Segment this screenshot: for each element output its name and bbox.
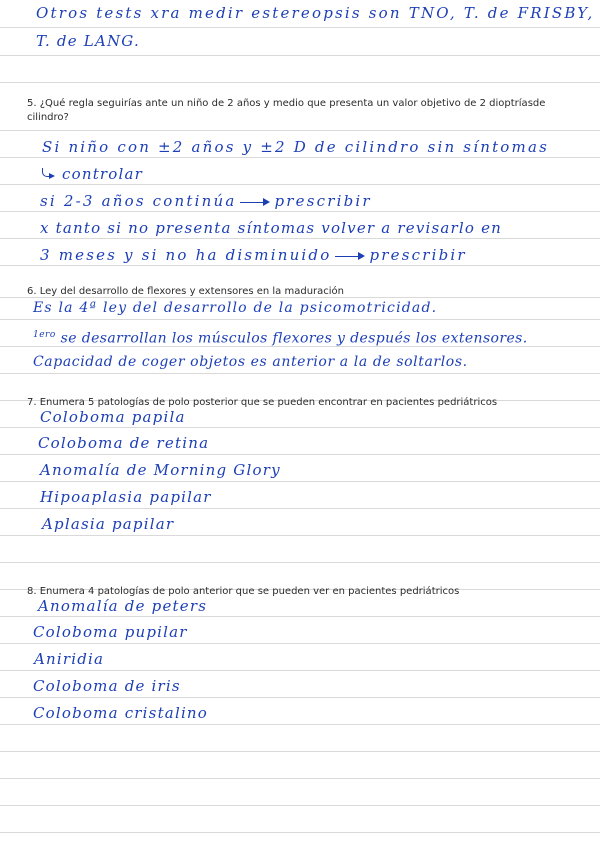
answer-5-line-5-text: 3 meses y si no ha disminuido: [40, 246, 332, 264]
answer-7-item: Anomalía de Morning Glory: [40, 461, 281, 479]
question-6: 6. Ley del desarrollo de flexores y extensores en la maduración: [27, 286, 345, 297]
answer-6-line-3: Capacidad de coger objetos es anterior a la de soltarlos.: [33, 354, 468, 370]
handwritten-line: T. de LANG.: [36, 32, 140, 50]
answer-8-item: Anomalía de peters: [38, 597, 208, 615]
handwritten-line: Otros tests xra medir estereopsis son TNO, T. de FRISBY,: [36, 4, 595, 22]
question-8: 8. Enumera 4 patologías de polo anterior que se pueden ver en pacientes pedriátricos: [27, 586, 460, 597]
answer-8-item: Coloboma de iris: [33, 677, 181, 695]
right-arrow-icon: [335, 251, 365, 261]
answer-5-line-3-result: prescribir: [274, 192, 372, 210]
answer-7-item: Aplasia papilar: [42, 515, 175, 533]
answer-5-line-3: [40, 191, 372, 211]
right-arrow-icon: [240, 197, 270, 207]
answer-7-item: Coloboma papila: [40, 408, 186, 426]
answer-8-item: Coloboma cristalino: [33, 704, 209, 722]
answer-8-item: Aniridia: [34, 650, 105, 668]
answer-5-line-3-text: si 2-3 años continúa: [40, 192, 237, 210]
answer-5-line-5: [40, 245, 467, 265]
question-7: 7. Enumera 5 patologías de polo posterior que se pueden encontrar en pacientes pedriátricos: [27, 397, 498, 408]
answer-6-line-2-text: se desarrollan los músculos flexores y después los extensores.: [60, 330, 528, 347]
question-5: 5. ¿Qué regla seguirías ante un niño de 2 años y medio que presenta un valor objetivo de 2 dioptríasde cilindro?: [27, 98, 546, 123]
hook-arrow-icon: [40, 168, 56, 182]
answer-6-superscript: 1ero: [33, 330, 56, 340]
answer-5-line-4: x tanto si no presenta síntomas volver a revisarlo en: [40, 219, 503, 237]
answer-5-line-1: Si niño con ±2 años y ±2 D de cilindro sin síntomas: [42, 138, 549, 156]
answer-8-item: Coloboma pupilar: [33, 623, 188, 641]
answer-5-line-2: [40, 164, 143, 184]
answer-7-item: Hipoaplasia papilar: [40, 488, 212, 506]
answer-6-line-1: Es la 4ª ley del desarrollo de la psicomotricidad.: [33, 300, 438, 316]
answer-5-line-2-text: controlar: [62, 165, 144, 183]
answer-7-item: Coloboma de retina: [38, 434, 210, 452]
answer-5-line-5-result: prescribir: [369, 246, 467, 264]
answer-6-line-2: [33, 325, 528, 349]
